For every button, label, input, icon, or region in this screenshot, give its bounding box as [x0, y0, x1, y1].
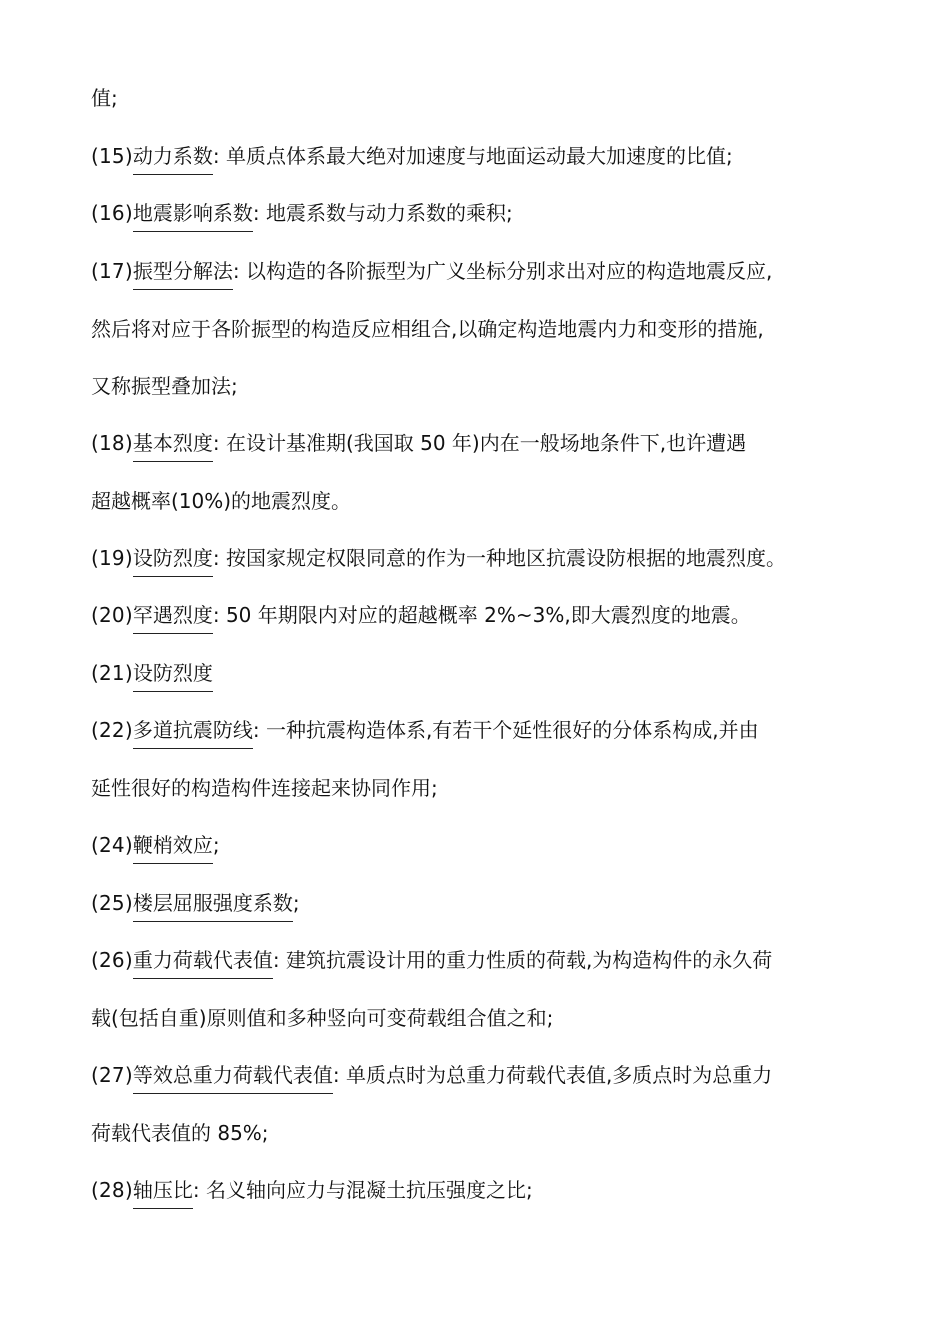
definition-line: [91, 716, 866, 744]
underlined-term: 轴压比: [133, 1176, 193, 1209]
definition-text: : 名义轴向应力与混凝土抗压强度之比;: [192, 1178, 533, 1202]
definition-line: [91, 257, 866, 285]
definition-line: [91, 659, 866, 687]
underlined-term: 设防烈度: [133, 659, 213, 692]
definition-text: : 按国家规定权限同意的作为一种地区抗震设防根据的地震烈度。: [212, 546, 786, 570]
definition-line: [91, 831, 866, 859]
definition-line: [91, 199, 866, 227]
underlined-term: 基本烈度: [133, 429, 213, 462]
underlined-term: 等效总重力荷载代表值: [133, 1061, 333, 1094]
definition-line: [91, 544, 866, 572]
definition-line: [91, 142, 866, 170]
definition-text: ;: [292, 891, 300, 915]
definition-text: ;: [212, 833, 220, 857]
item-number: (16): [91, 201, 133, 225]
underlined-term: 地震影响系数: [133, 199, 253, 232]
item-number: (26): [91, 948, 133, 972]
item-number: (19): [91, 546, 133, 570]
definition-text: : 50 年期限内对应的超越概率 2%~3%,即大震烈度的地震。: [212, 603, 751, 627]
underlined-term: 振型分解法: [133, 257, 233, 290]
underlined-term: 楼层屈服强度系数: [133, 889, 293, 922]
underlined-term: 重力荷载代表值: [133, 946, 273, 979]
definition-text: : 一种抗震构造体系,有若干个延性很好的分体系构成,并由: [252, 718, 759, 742]
text-line: [91, 84, 866, 112]
item-number: (15): [91, 144, 133, 168]
item-number: (17): [91, 259, 133, 283]
definition-line: [91, 889, 866, 917]
underlined-term: 设防烈度: [133, 544, 213, 577]
text-line: [91, 487, 866, 515]
definition-line: [91, 601, 866, 629]
line-text: 超越概率(10%)的地震烈度。: [91, 489, 352, 513]
definition-line: [91, 429, 866, 457]
definition-text: : 单质点时为总重力荷载代表值,多质点时为总重力: [332, 1063, 773, 1087]
item-number: (22): [91, 718, 133, 742]
text-line: [91, 372, 866, 400]
item-number: (20): [91, 603, 133, 627]
definition-line: [91, 946, 866, 974]
underlined-term: 多道抗震防线: [133, 716, 253, 749]
text-line: [91, 1004, 866, 1032]
item-number: (28): [91, 1178, 133, 1202]
item-number: (24): [91, 833, 133, 857]
definition-text: : 建筑抗震设计用的重力性质的荷载,为构造构件的永久荷: [272, 948, 773, 972]
line-text: 值;: [91, 86, 118, 110]
item-number: (25): [91, 891, 133, 915]
line-text: 荷载代表值的 85%;: [91, 1121, 269, 1145]
text-line: [91, 1119, 866, 1147]
item-number: (18): [91, 431, 133, 455]
item-number: (27): [91, 1063, 133, 1087]
definition-text: : 单质点体系最大绝对加速度与地面运动最大加速度的比值;: [212, 144, 733, 168]
line-text: 载(包括自重)原则值和多种竖向可变荷载组合值之和;: [91, 1006, 554, 1030]
line-text: 又称振型叠加法;: [91, 374, 238, 398]
text-line: [91, 315, 866, 343]
underlined-term: 动力系数: [133, 142, 213, 175]
definition-text: : 以构造的各阶振型为广义坐标分别求出对应的构造地震反应,: [232, 259, 773, 283]
line-text: 然后将对应于各阶振型的构造反应相组合,以确定构造地震内力和变形的措施,: [91, 317, 764, 341]
definition-text: : 在设计基准期(我国取 50 年)内在一般场地条件下,也许遭遇: [212, 431, 747, 455]
definition-line: [91, 1061, 866, 1089]
item-number: (21): [91, 661, 133, 685]
definition-text: : 地震系数与动力系数的乘积;: [252, 201, 513, 225]
definition-line: [91, 1176, 866, 1204]
underlined-term: 鞭梢效应: [133, 831, 213, 864]
line-text: 延性很好的构造构件连接起来协同作用;: [91, 776, 438, 800]
underlined-term: 罕遇烈度: [133, 601, 213, 634]
text-line: [91, 774, 866, 802]
